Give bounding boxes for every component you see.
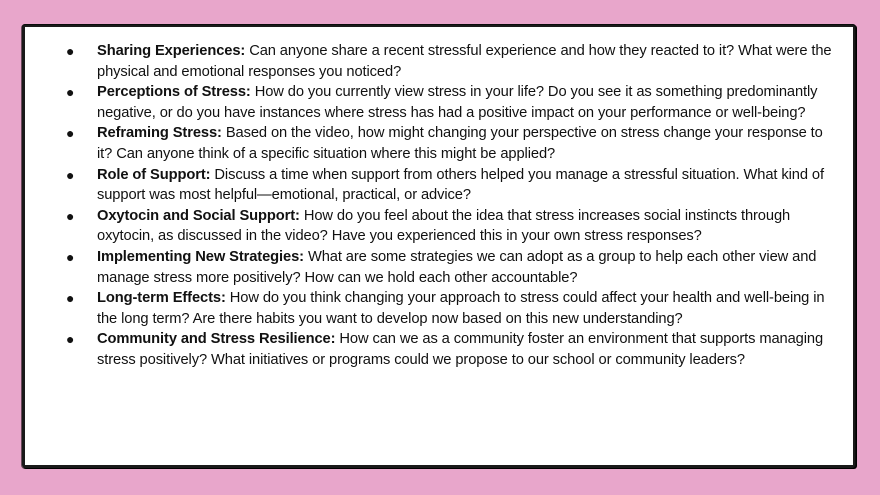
question-title: Perceptions of Stress:	[97, 84, 251, 101]
bullet-icon: ●	[66, 166, 75, 183]
bullet-icon: ●	[66, 290, 75, 307]
bullet-icon: ●	[66, 43, 75, 59]
question-text: How can we as a community foster an environment that supports managing stress positively? What initiatives or programs could we propose to our school or community leaders?	[97, 331, 824, 368]
list-item	[25, 329, 835, 370]
question-title: Reframing Stress:	[97, 125, 222, 142]
question-title: Role of Support:	[97, 166, 211, 183]
question-text: Can anyone share a recent stressful experience and how they reacted to it? What were the physical and emotional responses you noticed?	[97, 43, 832, 80]
list-item	[25, 247, 835, 288]
question-title: Long-term Effects:	[97, 290, 226, 307]
question-title: Oxytocin and Social Support:	[97, 207, 300, 224]
question-text: How do you feel about the idea that stress increases social instincts through oxytocin, as discussed in the video? Have you experienced this in your own stress responses?	[97, 207, 791, 245]
list-item	[25, 123, 835, 164]
discussion-question-list	[25, 27, 853, 371]
question-text: What are some strategies we can adopt as a group to help each other view and manage stress more positively? How can we hold each other accountable?	[97, 248, 817, 286]
question-title: Implementing New Strategies:	[97, 248, 304, 265]
question-text: Based on the video, how might changing your perspective on stress change your response to it? Can anyone think of a specific situation where this might be applied?	[97, 125, 823, 162]
list-item	[25, 41, 835, 82]
question-title: Community and Stress Resilience:	[97, 331, 336, 348]
list-item	[25, 82, 835, 123]
list-item	[25, 288, 835, 329]
bullet-icon: ●	[66, 207, 75, 224]
question-text: How do you currently view stress in your life? Do you see it as something predominantly negative, or do you have instances where stress has had a positive impact on your performance or well-being?	[97, 84, 818, 121]
question-title: Sharing Experiences:	[97, 43, 246, 59]
question-text: How do you think changing your approach to stress could affect your health and well-being in the long term? Are there habits you want to develop now based on this new understanding?	[97, 290, 825, 327]
list-item	[25, 206, 835, 247]
bullet-icon: ●	[66, 248, 75, 265]
bullet-icon: ●	[66, 331, 75, 348]
list-item	[25, 165, 835, 206]
discussion-card	[22, 24, 856, 468]
bullet-icon: ●	[66, 84, 75, 101]
question-text: Discuss a time when support from others helped you manage a stressful situation. What kind of support was most helpful—emotional, practical, or advice?	[97, 166, 824, 204]
bullet-icon: ●	[66, 125, 75, 142]
